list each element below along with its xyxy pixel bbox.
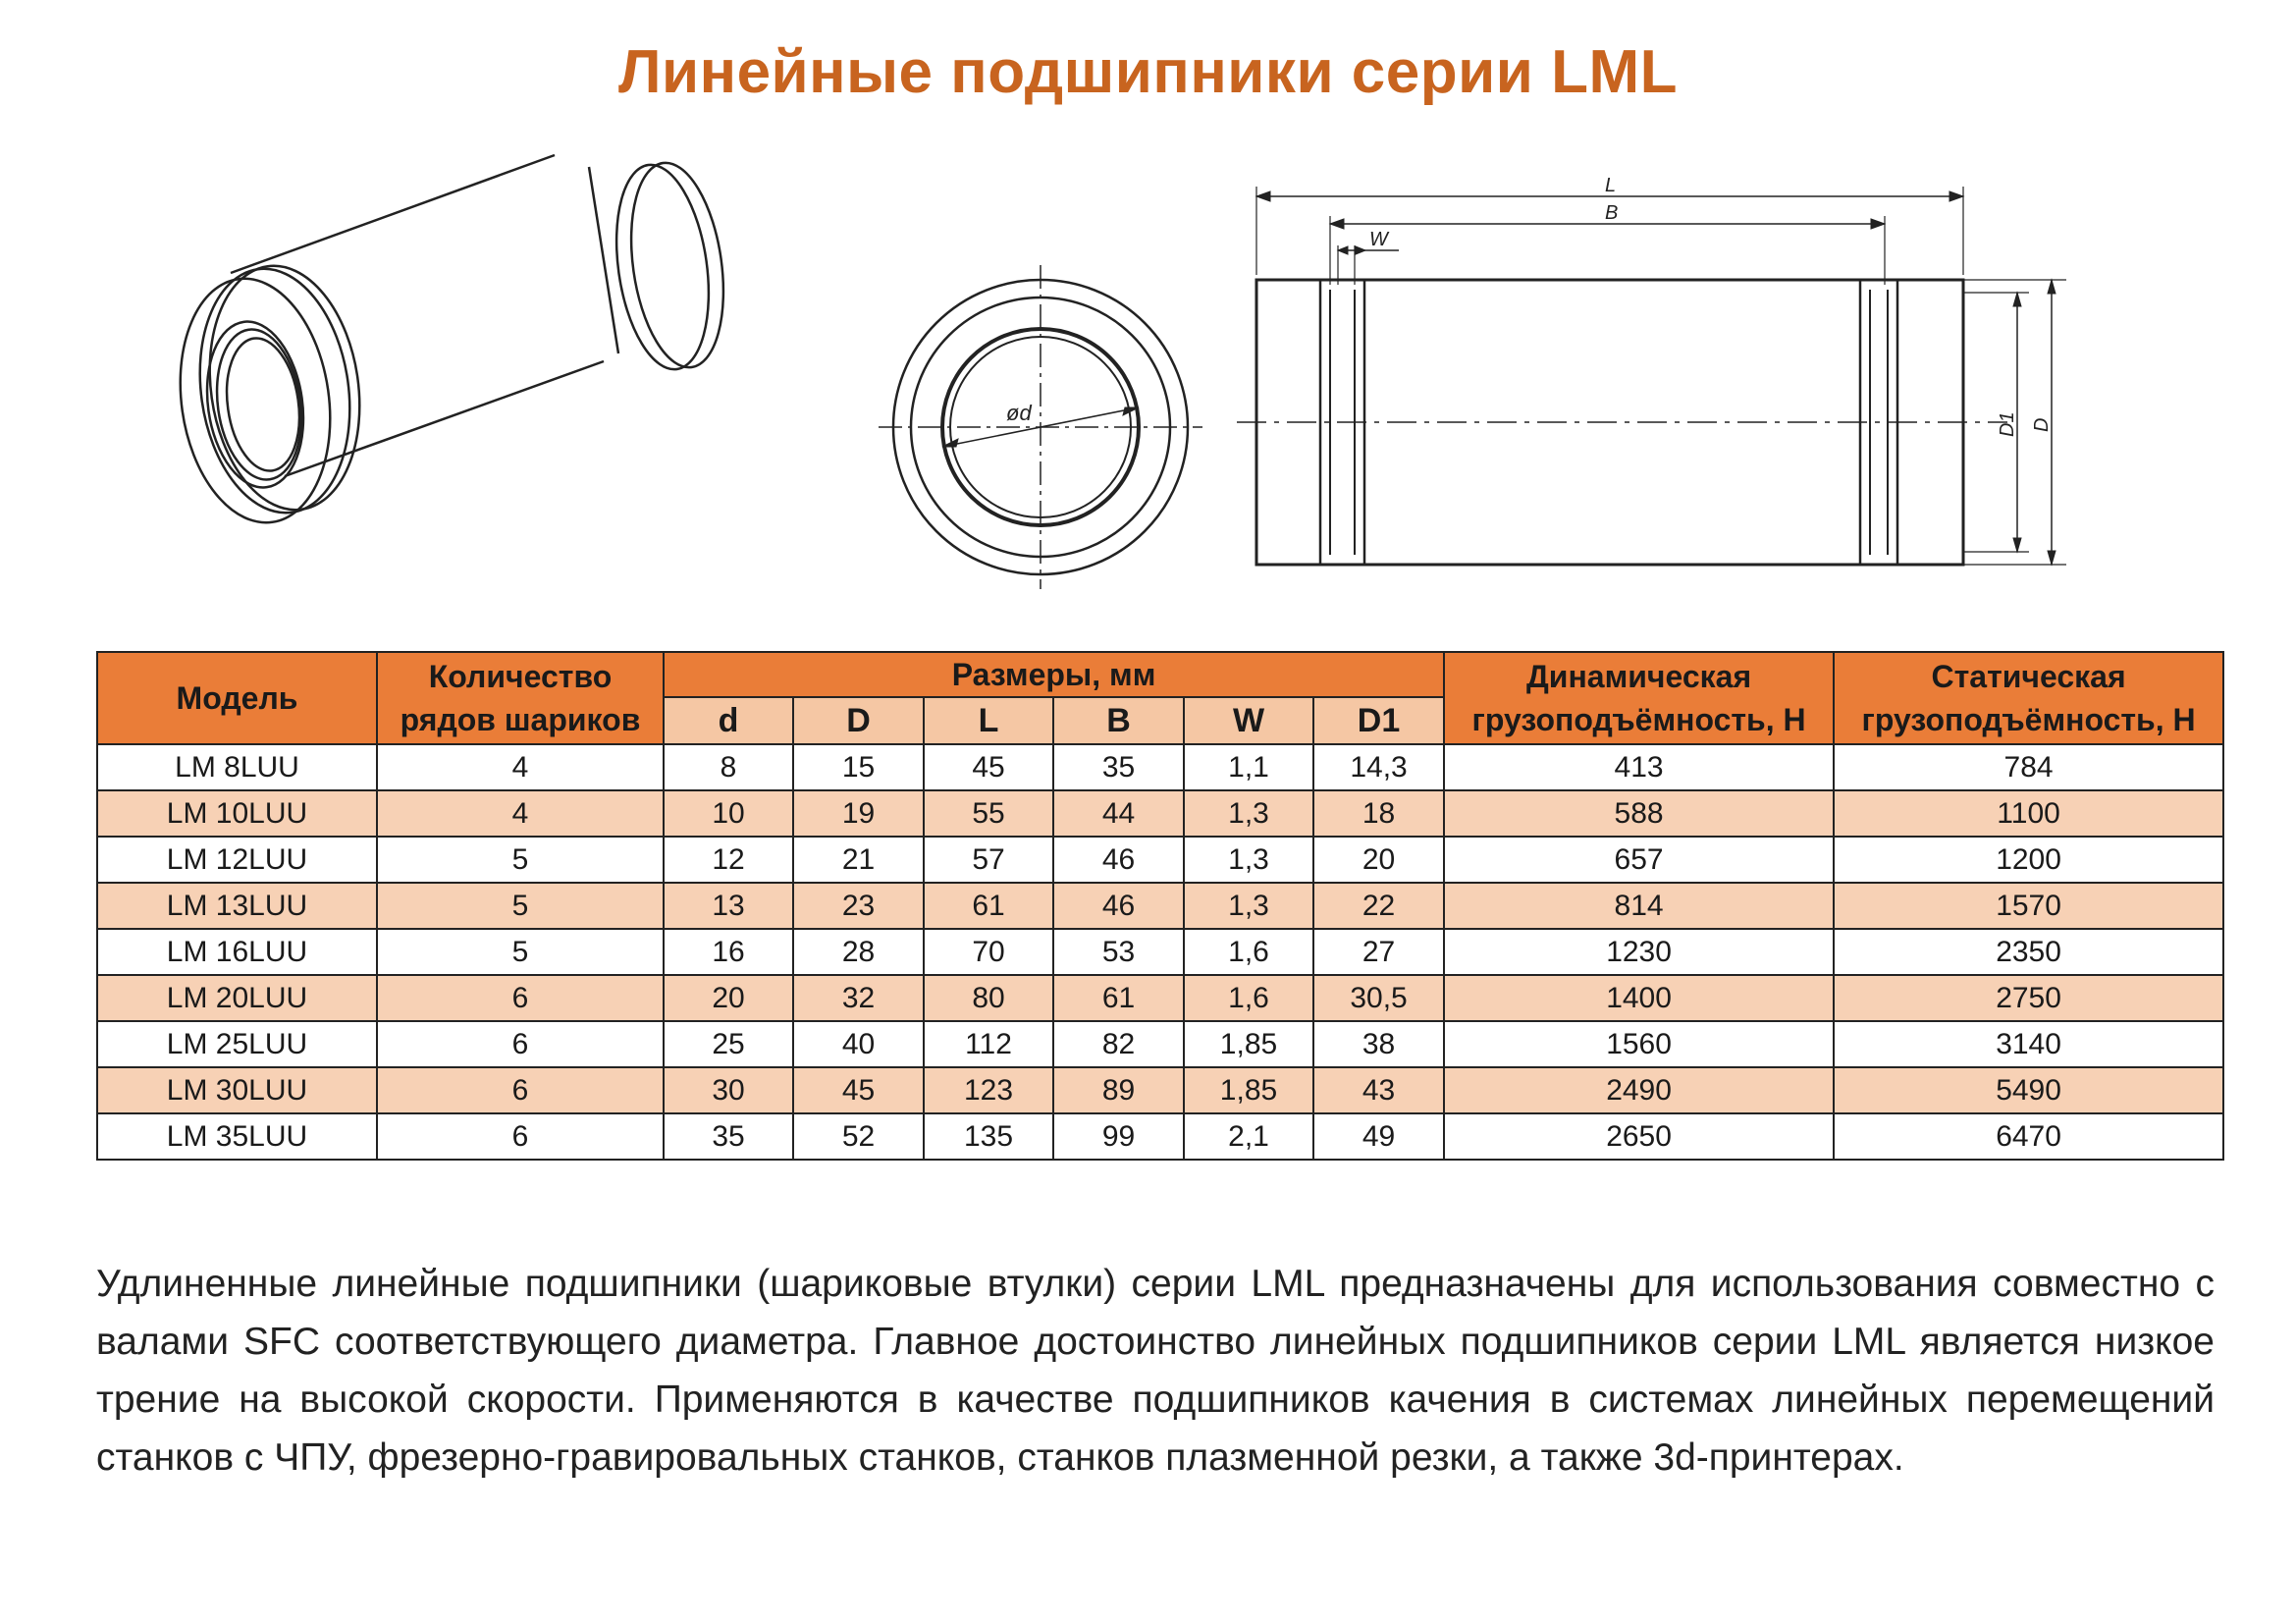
table-row (97, 837, 2223, 883)
table-cell: 18 (1313, 790, 1444, 837)
table-cell: 4 (377, 790, 664, 837)
table-cell: 657 (1444, 837, 1834, 883)
bearing-end-view-drawing (879, 265, 1202, 589)
header-rows-count: Количество рядов шариков (377, 652, 664, 744)
table-cell: 30 (664, 1067, 793, 1113)
table-cell: 44 (1053, 790, 1184, 837)
specification-table (96, 651, 2224, 1161)
table-cell: 61 (1053, 975, 1184, 1021)
table-cell: 80 (924, 975, 1053, 1021)
table-cell: 12 (664, 837, 793, 883)
table-cell: 8 (664, 744, 793, 790)
table-cell: LM 20LUU (97, 975, 377, 1021)
header-W: W (1184, 697, 1313, 744)
table-cell: 3140 (1834, 1021, 2223, 1067)
table-cell: 112 (924, 1021, 1053, 1067)
table-cell: 15 (793, 744, 924, 790)
table-cell: LM 10LUU (97, 790, 377, 837)
table-cell: 52 (793, 1113, 924, 1160)
width-W-label: W (1369, 229, 1388, 250)
description-paragraph: Удлиненные линейные подшипники (шариковые втулки) серии LML предназначены для использования совместно с валами SFC соответствующего диаметра. Главное достоинство линейных подшипников серии LML является низкое трение на высокой скорости. Применяются в качестве подшипников качения в системах линейных перемещений станков с ЧПУ, фрезерно-гравировальных станков, станков плазменной резки, а также 3d-принтерах. (96, 1263, 2215, 1479)
table-cell: 45 (793, 1067, 924, 1113)
table-cell: 1400 (1444, 975, 1834, 1021)
header-d: d (664, 697, 793, 744)
length-L-label: L (1605, 177, 1617, 196)
table-cell: 5 (377, 929, 664, 975)
table-cell: 10 (664, 790, 793, 837)
bore-diameter-label: ød (1006, 401, 1032, 425)
table-cell: LM 35LUU (97, 1113, 377, 1160)
table-cell: 123 (924, 1067, 1053, 1113)
table-body (97, 744, 2223, 1160)
table-cell: 2650 (1444, 1113, 1834, 1160)
table-cell: 16 (664, 929, 793, 975)
table-cell: 2350 (1834, 929, 2223, 975)
table-cell: 55 (924, 790, 1053, 837)
table-cell: 32 (793, 975, 924, 1021)
table-cell: 588 (1444, 790, 1834, 837)
table-cell: LM 25LUU (97, 1021, 377, 1067)
table-cell: 20 (1313, 837, 1444, 883)
table-cell: 1230 (1444, 929, 1834, 975)
table-cell: LM 13LUU (97, 883, 377, 929)
table-cell: 27 (1313, 929, 1444, 975)
table-cell: 23 (793, 883, 924, 929)
table-cell: 20 (664, 975, 793, 1021)
table-cell: 35 (664, 1113, 793, 1160)
diameter-D-label: D (2031, 417, 2053, 432)
table-cell: 1,3 (1184, 837, 1313, 883)
table-cell: 25 (664, 1021, 793, 1067)
table-cell: 46 (1053, 837, 1184, 883)
table-cell: 6 (377, 1113, 664, 1160)
table-cell: 2750 (1834, 975, 2223, 1021)
table-cell: 1570 (1834, 883, 2223, 929)
table-row (97, 790, 2223, 837)
table-cell: 6 (377, 975, 664, 1021)
table-cell: 61 (924, 883, 1053, 929)
table-cell: 28 (793, 929, 924, 975)
table-cell: 49 (1313, 1113, 1444, 1160)
table-row (97, 929, 2223, 975)
table-cell: 4 (377, 744, 664, 790)
table-cell: 82 (1053, 1021, 1184, 1067)
table-row (97, 1021, 2223, 1067)
table-cell: 70 (924, 929, 1053, 975)
table-cell: 30,5 (1313, 975, 1444, 1021)
table-cell: 814 (1444, 883, 1834, 929)
table-cell: LM 8LUU (97, 744, 377, 790)
table-cell: 99 (1053, 1113, 1184, 1160)
table-cell: 5 (377, 837, 664, 883)
table-cell: 19 (793, 790, 924, 837)
table-cell: 57 (924, 837, 1053, 883)
table-cell: 46 (1053, 883, 1184, 929)
table-cell: 1560 (1444, 1021, 1834, 1067)
table-cell: 2,1 (1184, 1113, 1313, 1160)
table-row (97, 1067, 2223, 1113)
table-cell: 5490 (1834, 1067, 2223, 1113)
table-cell: 14,3 (1313, 744, 1444, 790)
table-cell: 35 (1053, 744, 1184, 790)
table-cell: 1100 (1834, 790, 2223, 837)
table-cell: LM 30LUU (97, 1067, 377, 1113)
table-cell: 6 (377, 1021, 664, 1067)
table-row (97, 975, 2223, 1021)
table-cell: LM 12LUU (97, 837, 377, 883)
table-cell: 6 (377, 1067, 664, 1113)
header-static-load: Статическая грузоподъёмность, Н (1834, 652, 2223, 744)
header-model: Модель (97, 652, 377, 744)
table-cell: LM 16LUU (97, 929, 377, 975)
table-cell: 1,1 (1184, 744, 1313, 790)
header-B: B (1053, 697, 1184, 744)
table-cell: 89 (1053, 1067, 1184, 1113)
table-cell: 1,6 (1184, 929, 1313, 975)
table-row (97, 1113, 2223, 1160)
table-cell: 53 (1053, 929, 1184, 975)
bearing-isometric-drawing (157, 147, 785, 619)
table-row (97, 744, 2223, 790)
length-B-label: B (1605, 202, 1619, 224)
table-cell: 1,3 (1184, 790, 1313, 837)
bearing-side-view-drawing (1232, 177, 2096, 589)
table-cell: 6470 (1834, 1113, 2223, 1160)
table-row (97, 883, 2223, 929)
table-cell: 1,3 (1184, 883, 1313, 929)
table-cell: 22 (1313, 883, 1444, 929)
table-cell: 1,6 (1184, 975, 1313, 1021)
table-cell: 5 (377, 883, 664, 929)
table-cell: 21 (793, 837, 924, 883)
table-cell: 1,85 (1184, 1021, 1313, 1067)
diameter-D1-label: D1 (1997, 411, 2018, 437)
table-cell: 45 (924, 744, 1053, 790)
header-dynamic-load: Динамическая грузоподъёмность, Н (1444, 652, 1834, 744)
table-cell: 784 (1834, 744, 2223, 790)
table-cell: 13 (664, 883, 793, 929)
table-cell: 2490 (1444, 1067, 1834, 1113)
header-dimensions: Размеры, мм (664, 652, 1444, 697)
table-cell: 135 (924, 1113, 1053, 1160)
header-L: L (924, 697, 1053, 744)
page-title: Линейные подшипники серии LML (618, 38, 1678, 106)
table-cell: 1200 (1834, 837, 2223, 883)
table-cell: 1,85 (1184, 1067, 1313, 1113)
table-cell: 40 (793, 1021, 924, 1067)
table-cell: 38 (1313, 1021, 1444, 1067)
table-cell: 43 (1313, 1067, 1444, 1113)
table-cell: 413 (1444, 744, 1834, 790)
header-D1: D1 (1313, 697, 1444, 744)
header-D: D (793, 697, 924, 744)
